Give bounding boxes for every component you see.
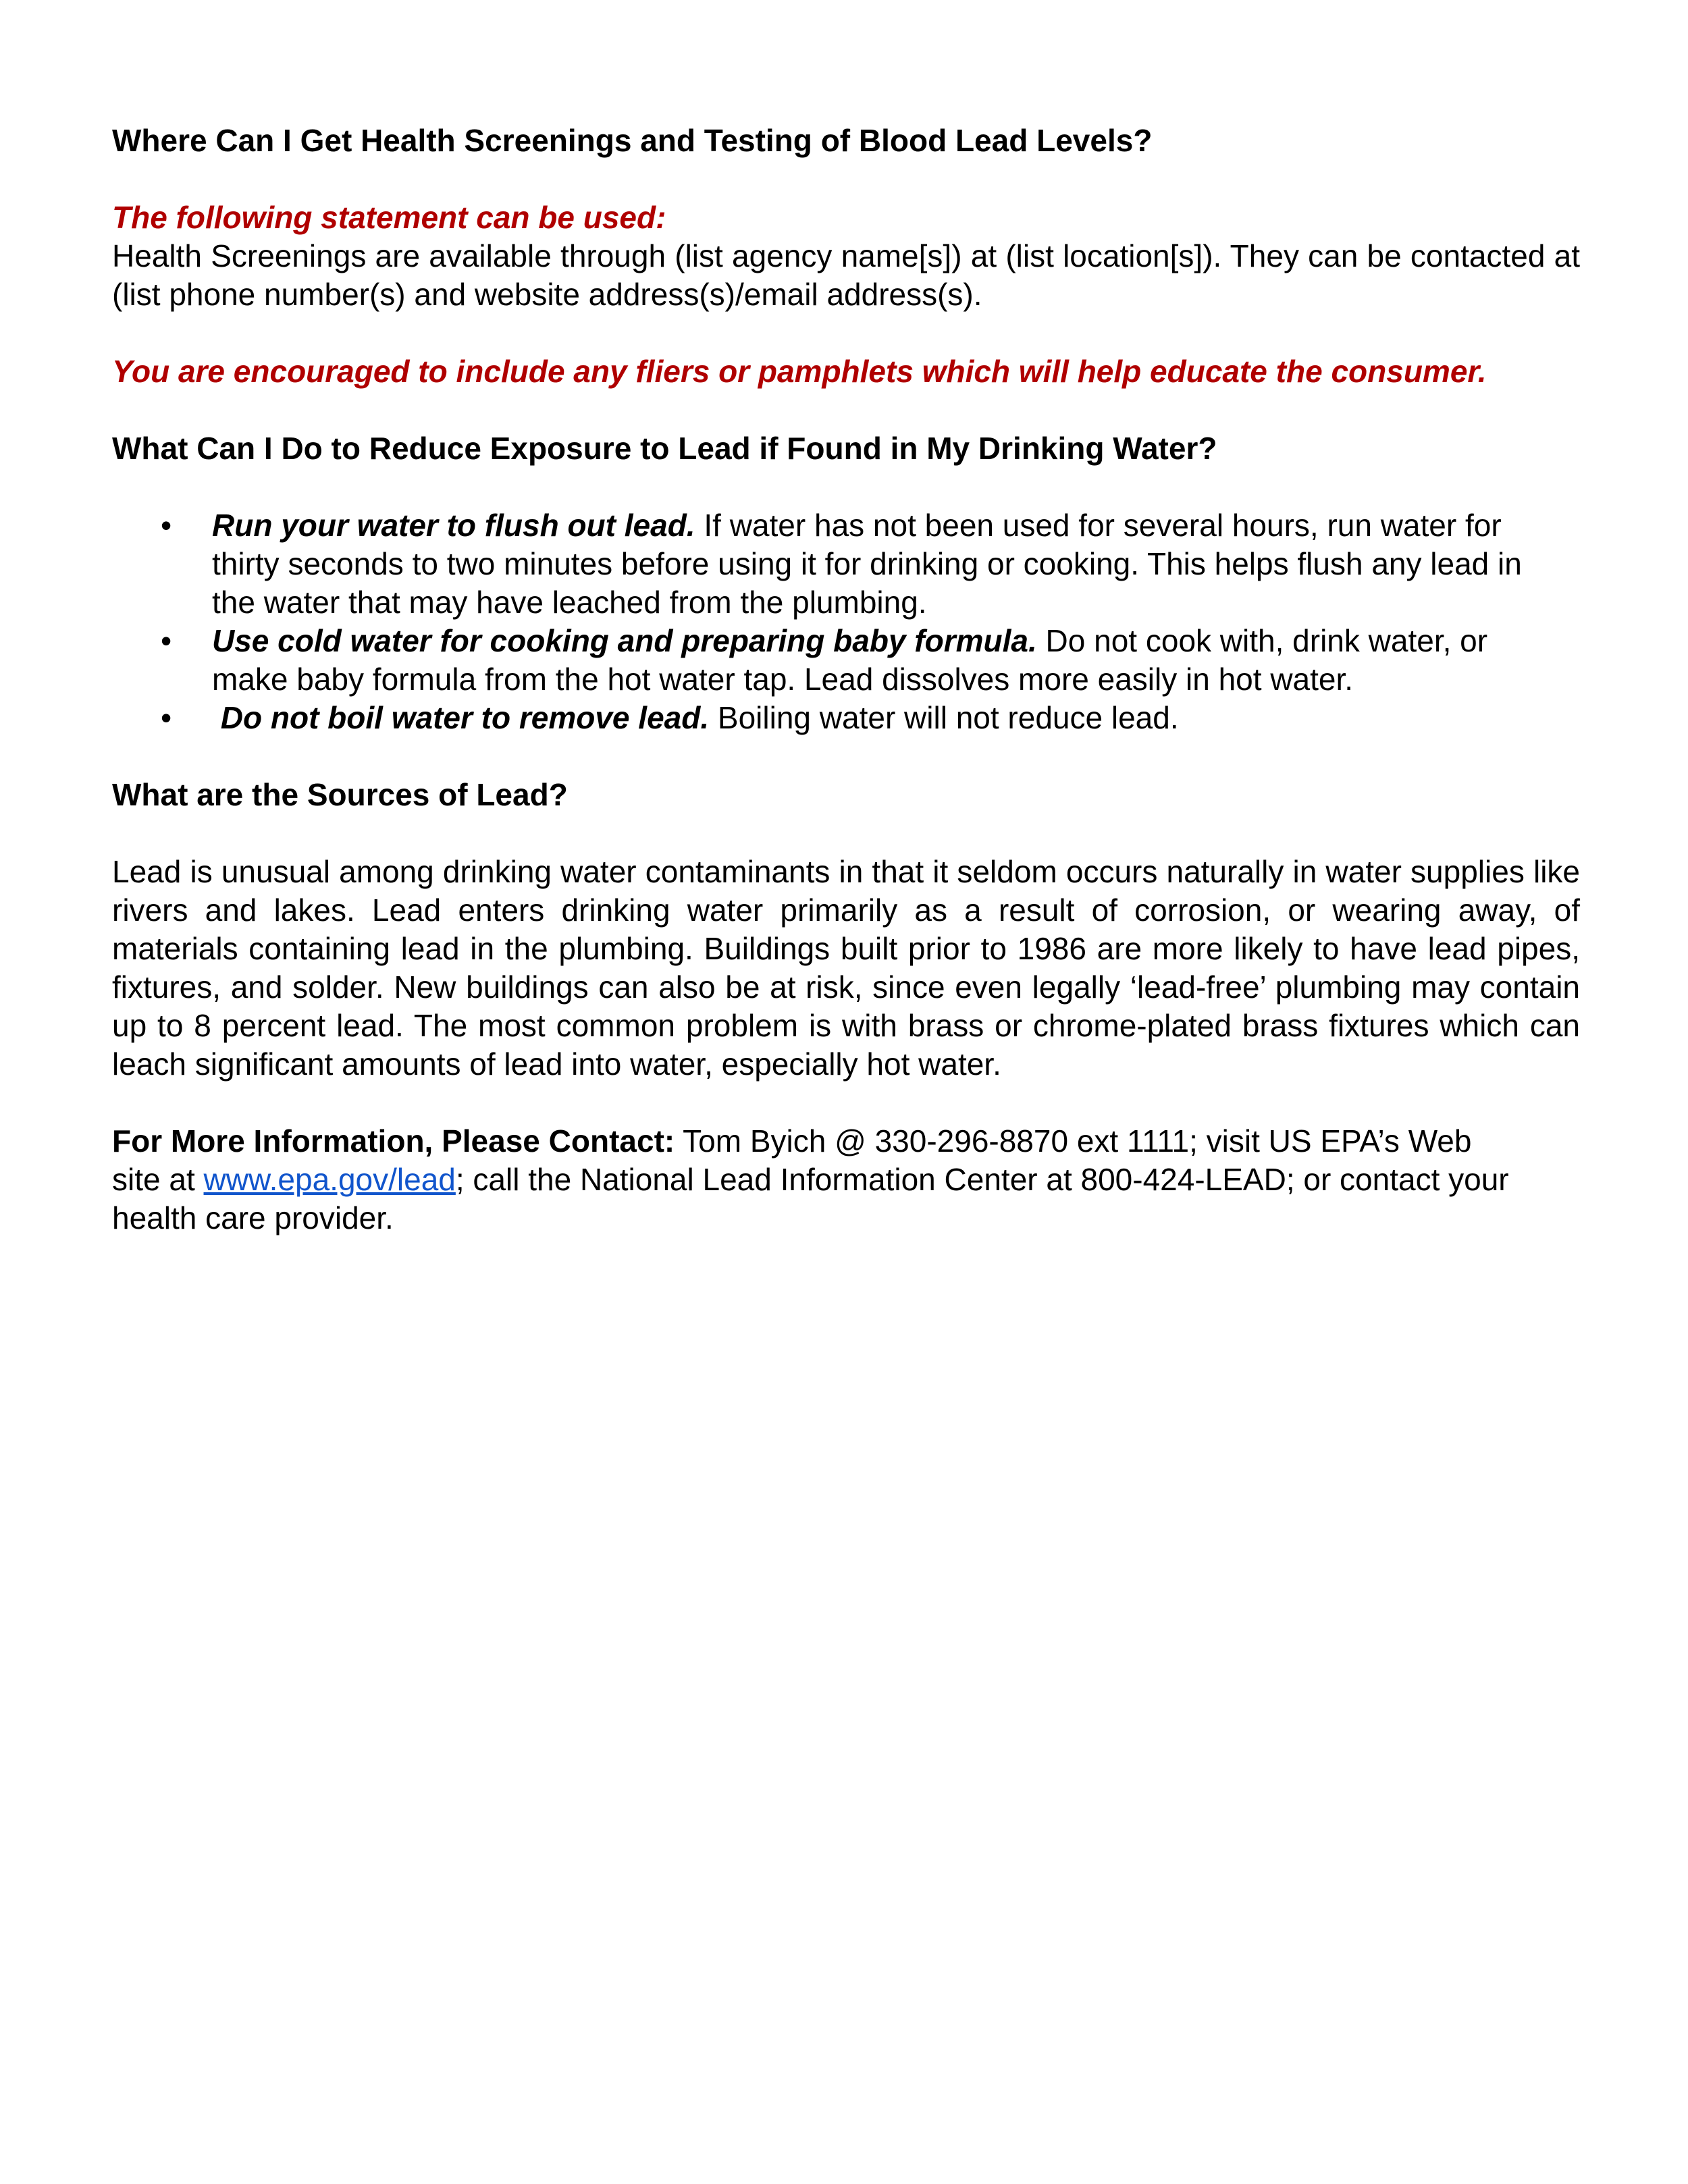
list-item-text: If water has not been used for several hours, run water for thirty seconds to two minutes before using it for drinking or cooking. This helps flush any lead in the water that may have leached from the plumbing. — [212, 508, 1522, 620]
spacer — [112, 1084, 1580, 1122]
heading-reduce-exposure: What Can I Do to Reduce Exposure to Lead if Found in My Drinking Water? — [112, 431, 1217, 466]
bullet-icon: • — [161, 623, 172, 658]
heading-health-screenings: Where Can I Get Health Screenings and Testing of Blood Lead Levels? — [112, 123, 1153, 158]
spacer — [112, 468, 1580, 506]
heading-sources-of-lead: What are the Sources of Lead? — [112, 777, 568, 812]
sources-of-lead-text: Lead is unusual among drinking water contaminants in that it seldom occurs naturally in water supplies like rivers and lakes. Lead enters drinking water primarily as a result of corrosion, or wearing away, of materials containing lead in the plumbing. Buildings built prior to 1986 are more likely to have lead pipes, fixtures, and solder. New buildings can also be at risk, since even legally ‘lead-free’ plumbing may contain up to 8 percent lead. The most common problem is with brass or chrome-plated brass fixtures which can leach significant amounts of lead into water, especially hot water. — [112, 854, 1580, 1082]
spacer — [112, 314, 1580, 352]
spacer — [112, 737, 1580, 776]
list-item-lead: Run your water to flush out lead. — [212, 508, 695, 543]
health-screenings-text: Health Screenings are available through (list agency name[s]) at (list location[s]). They can be contacted at (list phone number(s) and website address(s)/email address(s). — [112, 238, 1580, 312]
spacer — [112, 814, 1580, 853]
contact-text-after-link: ; call the National Lead Information Center at 800-424-LEAD; or contact your health care provider. — [112, 1162, 1509, 1235]
list-item-text: Boiling water will not reduce lead. — [709, 700, 1179, 735]
list-item — [112, 699, 1580, 737]
list-item-lead: Use cold water for cooking and preparing baby formula. — [212, 623, 1037, 658]
epa-lead-link[interactable]: www.epa.gov/lead — [203, 1162, 456, 1197]
encourage-note: You are encouraged to include any fliers or pamphlets which will help educate the consumer. — [112, 354, 1487, 389]
document-page — [112, 122, 1580, 1237]
contact-text-before-link: Tom Byich @ 330-296-8870 ext 1111; visit US EPA’s Web site at — [112, 1123, 1472, 1197]
reduce-exposure-list — [112, 506, 1580, 737]
spacer — [112, 160, 1580, 198]
bullet-icon: • — [161, 700, 172, 735]
spacer — [112, 391, 1580, 429]
list-item — [112, 622, 1580, 699]
bullet-icon: • — [161, 508, 172, 543]
contact-paragraph — [112, 1122, 1580, 1237]
contact-label: For More Information, Please Contact: — [112, 1123, 675, 1158]
list-item — [112, 506, 1580, 622]
statement-note: The following statement can be used: — [112, 200, 666, 235]
list-item-lead: Do not boil water to remove lead. — [212, 700, 710, 735]
list-item-text: Do not cook with, drink water, or make baby formula from the hot water tap. Lead dissolves more easily in hot water. — [212, 623, 1488, 697]
